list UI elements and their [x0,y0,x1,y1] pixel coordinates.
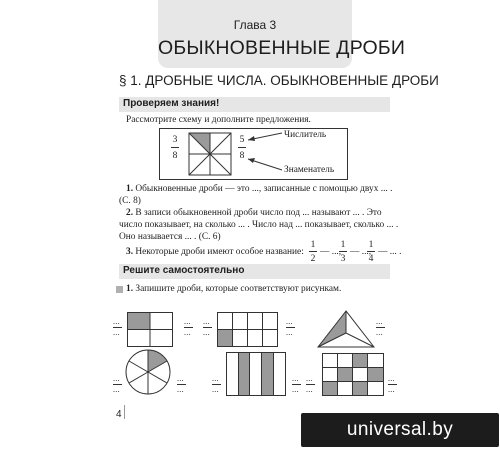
watermark: universal.by [301,413,499,447]
check-knowledge-band [119,97,390,112]
answer-blank-8[interactable]: ... ... [212,375,221,394]
question-1-line-2: (С. 8) [119,196,141,206]
figure-rectangle-stripes [226,352,286,396]
question-2-number: 2. [126,208,134,218]
scheme-denominator: 8 [172,151,178,161]
numerator-label: Числитель [284,130,327,140]
solve-heading: Решите самостоятельно [123,265,245,276]
answer-blank-2[interactable]: ... ... [184,318,193,337]
chapter-header [158,0,406,68]
quarter-numerator: 1 [368,240,374,250]
chapter-title: ОБЫКНОВЕННЫЕ ДРОБИ [158,37,406,59]
divided-square-figure [188,132,232,176]
solve-band [119,264,390,279]
exercise-bullet [116,286,123,293]
figure-circle-sixths [124,348,172,396]
question-3-number: 3. [126,247,134,257]
figure-triangle-thirds [317,309,375,349]
exercise-1-number: 1. [126,284,134,294]
question-1-number: 1. [126,184,134,194]
intro-text: Рассмотрите схему и дополните предложения. [126,115,311,125]
answer-blank-10[interactable]: ... ... [306,375,315,394]
scheme-denominator-2: 8 [239,151,245,161]
denominator-label: Знаменатель [284,165,335,175]
answer-blank-6[interactable]: ... ... [113,375,122,394]
answer-blank-5[interactable]: ... ... [376,318,385,337]
question-2-line-1: 2. В записи обыкновенной дроби число под ... называют ... . Это [126,208,382,218]
answer-blank-7[interactable]: ... ... [177,375,186,394]
question-3-text: 3. Некоторые дроби имеют особое название: [126,247,304,257]
question-2-line-3: Оно называется ... . (С. 6) [119,232,221,242]
answer-blank-3[interactable]: ... ... [203,318,212,337]
section-title: § 1. ДРОБНЫЕ ЧИСЛА. ОБЫКНОВЕННЫЕ ДРОБИ [119,73,439,88]
third-denominator: 3 [340,254,346,264]
chapter-number: Глава 3 [233,18,277,32]
answer-blank-1[interactable]: ... ... [113,318,122,337]
page-number-divider [124,405,125,419]
figure-grid-checker [322,353,384,396]
scheme-numerator: 3 [172,135,178,145]
fraction-scheme [159,128,348,180]
exercise-1-text: 1. Запишите дроби, которые соответствуют рисункам. [126,284,342,294]
half-denominator: 2 [310,254,316,264]
scheme-fraction-bar-2 [238,147,246,148]
third-numerator: 1 [340,240,346,250]
check-knowledge-heading: Проверяем знания! [123,98,220,109]
quarter-denominator: 4 [368,254,374,264]
scheme-numerator-2: 5 [239,135,245,145]
figure-rectangle-eighths [217,312,278,347]
half-numerator: 1 [310,240,316,250]
answer-blank-4[interactable]: ... ... [286,318,295,337]
scheme-fraction-bar [171,147,179,148]
figure-square-quarters [127,312,173,347]
question-1-line-1: 1. Обыкновенные дроби — это ..., записанные с помощью двух ... . [126,184,393,194]
page-number: 4 [116,409,122,420]
question-2-line-2: число показывает, на сколько ... . Число над ... показывает, сколько ... . [119,220,399,230]
answer-blank-9[interactable]: ... ... [292,375,301,394]
answer-blank-11[interactable]: ... ... [388,375,397,394]
